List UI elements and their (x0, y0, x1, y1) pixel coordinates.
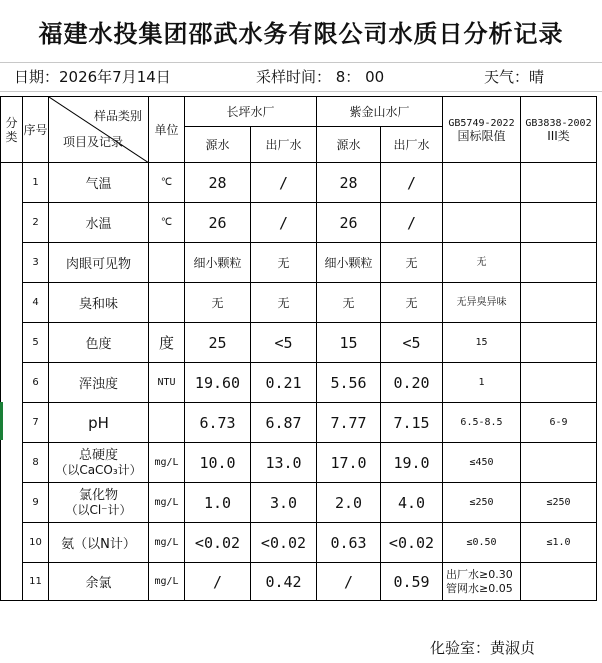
item-name: 臭和味 (49, 283, 149, 323)
header-standard-1-code: GB5749-2022 (448, 117, 515, 129)
unit-cell: mg/L (149, 483, 185, 523)
value-plant2-raw: 细小颗粒 (317, 243, 381, 283)
standard-2-value (521, 323, 597, 363)
value-plant2-raw: 17.0 (317, 443, 381, 483)
table-row (1, 443, 597, 483)
weather-label: 天气：晴 (484, 68, 545, 86)
value-plant1-raw: 6.73 (185, 403, 251, 443)
row-number: 11 (23, 563, 49, 601)
unit-cell: 度 (149, 323, 185, 363)
header-seq: 序号 (23, 97, 49, 163)
unit-cell: NTU (149, 363, 185, 403)
row-number: 1 (23, 163, 49, 203)
value-plant2-out: <5 (381, 323, 443, 363)
lab-signature: 化验室：黄淑贞 (430, 639, 536, 657)
item-name: 氨（以N计） (49, 523, 149, 563)
unit-cell: mg/L (149, 523, 185, 563)
value-plant2-raw: 28 (317, 163, 381, 203)
value-plant1-out: 0.21 (251, 363, 317, 403)
item-name-line1: 氯化物 (78, 487, 118, 503)
row-number: 9 (23, 483, 49, 523)
value-plant1-out: 0.42 (251, 563, 317, 601)
value-plant2-out: 无 (381, 243, 443, 283)
header-out-1: 出厂水 (251, 127, 317, 163)
unit-cell (149, 243, 185, 283)
header-item-top: 样品类别 (93, 109, 142, 123)
table-row (1, 403, 597, 443)
standard-1-value: 1 (443, 363, 521, 403)
header-raw-2: 源水 (317, 127, 381, 163)
value-plant1-out: <5 (251, 323, 317, 363)
value-plant2-out: 4.0 (381, 483, 443, 523)
divider (0, 91, 602, 92)
header-standard-2-code: GB3838-2002 (525, 117, 592, 129)
sampling-time-label: 采样时间： 8： 00 (256, 68, 385, 86)
standard-2-value (521, 203, 597, 243)
value-plant1-out: <0.02 (251, 523, 317, 563)
value-plant2-out: 19.0 (381, 443, 443, 483)
value-plant2-out: / (381, 203, 443, 243)
standard-2-value: ≤1.0 (521, 523, 597, 563)
value-plant2-raw: 无 (317, 283, 381, 323)
standard-1-value (443, 563, 521, 601)
row-number: 4 (23, 283, 49, 323)
table-row (1, 323, 597, 363)
standard-1-value: ≤250 (443, 483, 521, 523)
value-plant2-out: <0.02 (381, 523, 443, 563)
header-item-bottom: 项目及记录 (63, 135, 124, 149)
standard-1-line1: 出厂水≥0.30 (446, 567, 513, 581)
selection-marker (0, 402, 3, 440)
table-row (1, 283, 597, 323)
value-plant1-out: 无 (251, 283, 317, 323)
value-plant1-raw: 细小颗粒 (185, 243, 251, 283)
item-name: 水温 (49, 203, 149, 243)
standard-2-value: 6-9 (521, 403, 597, 443)
standard-2-value (521, 283, 597, 323)
value-plant1-out: / (251, 203, 317, 243)
table-row (1, 243, 597, 283)
value-plant1-raw: / (185, 563, 251, 601)
value-plant2-raw: 2.0 (317, 483, 381, 523)
value-plant2-raw: 7.77 (317, 403, 381, 443)
row-number: 10 (23, 523, 49, 563)
unit-cell: mg/L (149, 443, 185, 483)
item-name: 气温 (49, 163, 149, 203)
row-number: 6 (23, 363, 49, 403)
value-plant2-out: 0.59 (381, 563, 443, 601)
row-number: 5 (23, 323, 49, 363)
header-standard-1-desc: 国标限值 (457, 128, 506, 143)
standard-1-value: 无异臭异味 (443, 283, 521, 323)
unit-cell: ℃ (149, 163, 185, 203)
category-cell (1, 163, 23, 601)
page-title: 福建水投集团邵武水务有限公司水质日分析记录 (38, 20, 564, 48)
row-number: 2 (23, 203, 49, 243)
unit-cell: ℃ (149, 203, 185, 243)
value-plant1-raw: 26 (185, 203, 251, 243)
item-name-line2: （以Cl⁻计） (65, 502, 132, 517)
header-raw-1: 源水 (185, 127, 251, 163)
water-quality-table (0, 96, 597, 601)
value-plant1-out: 无 (251, 243, 317, 283)
value-plant2-out: 无 (381, 283, 443, 323)
value-plant2-raw: / (317, 563, 381, 601)
table-row (1, 203, 597, 243)
value-plant1-out: 6.87 (251, 403, 317, 443)
standard-1-value: ≤0.50 (443, 523, 521, 563)
value-plant2-raw: 0.63 (317, 523, 381, 563)
value-plant2-raw: 15 (317, 323, 381, 363)
table-row (1, 523, 597, 563)
standard-2-value (521, 243, 597, 283)
value-plant1-raw: 无 (185, 283, 251, 323)
standard-2-value (521, 363, 597, 403)
item-name: pH (49, 403, 149, 443)
item-name (49, 483, 149, 523)
value-plant1-out: 3.0 (251, 483, 317, 523)
value-plant2-raw: 5.56 (317, 363, 381, 403)
row-number: 3 (23, 243, 49, 283)
standard-1-value: ≤450 (443, 443, 521, 483)
table-row (1, 363, 597, 403)
item-name: 余氯 (49, 563, 149, 601)
standard-2-value (521, 443, 597, 483)
value-plant1-raw: 25 (185, 323, 251, 363)
item-name: 浑浊度 (49, 363, 149, 403)
standard-2-value (521, 563, 597, 601)
value-plant1-raw: 10.0 (185, 443, 251, 483)
table-row (1, 163, 597, 203)
value-plant2-out: / (381, 163, 443, 203)
header-unit: 单位 (149, 97, 185, 163)
value-plant1-raw: <0.02 (185, 523, 251, 563)
standard-1-line2: 管网水≥0.05 (446, 581, 513, 595)
standard-1-value (443, 203, 521, 243)
value-plant1-raw: 19.60 (185, 363, 251, 403)
table-row (1, 563, 597, 601)
header-category: 分类 (1, 97, 23, 163)
value-plant1-raw: 28 (185, 163, 251, 203)
standard-1-value (443, 163, 521, 203)
unit-cell (149, 403, 185, 443)
row-number: 7 (23, 403, 49, 443)
value-plant2-raw: 26 (317, 203, 381, 243)
value-plant1-raw: 1.0 (185, 483, 251, 523)
table-row (1, 483, 597, 523)
standard-1-value: 6.5-8.5 (443, 403, 521, 443)
value-plant1-out: 13.0 (251, 443, 317, 483)
header-standard-2-desc: III类 (547, 128, 570, 143)
item-name: 肉眼可见物 (49, 243, 149, 283)
standard-1-value: 15 (443, 323, 521, 363)
header-standard-2 (521, 97, 597, 163)
header-plant-1: 长坪水厂 (185, 97, 317, 127)
item-name (49, 443, 149, 483)
value-plant2-out: 7.15 (381, 403, 443, 443)
standard-2-value (521, 163, 597, 203)
standard-1-value: 无 (443, 243, 521, 283)
item-name: 色度 (49, 323, 149, 363)
header-standard-1 (443, 97, 521, 163)
standard-2-value: ≤250 (521, 483, 597, 523)
header-out-2: 出厂水 (381, 127, 443, 163)
value-plant1-out: / (251, 163, 317, 203)
date-label: 日期：2026年7月14日 (14, 68, 171, 86)
unit-cell: mg/L (149, 563, 185, 601)
item-name-line2: （以CaCO₃计） (55, 462, 142, 477)
item-name-line1: 总硬度 (78, 447, 118, 463)
header-plant-2: 紫金山水厂 (317, 97, 443, 127)
row-number: 8 (23, 443, 49, 483)
header-item (49, 97, 149, 163)
unit-cell (149, 283, 185, 323)
value-plant2-out: 0.20 (381, 363, 443, 403)
divider (0, 62, 602, 63)
